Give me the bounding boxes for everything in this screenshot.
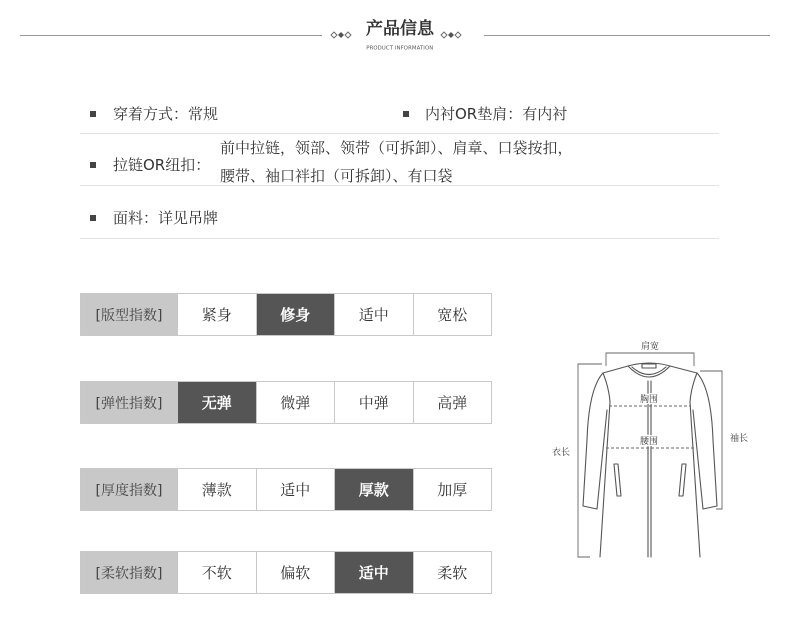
spec-closure-label: 拉链OR纽扣：: [113, 156, 211, 174]
length-measure-line: [578, 364, 602, 557]
diamond-ornament-icon: [330, 31, 352, 39]
spec-label: 内衬OR垫肩：: [425, 105, 523, 123]
spec-divider: [80, 133, 719, 134]
spec-value: 常规: [188, 105, 219, 123]
spec-closure-value-line: 前中拉链，领部、领带（可拆卸）、肩章、口袋按扣，: [220, 139, 573, 157]
bullet-square-icon: [90, 162, 96, 168]
collar-tag: [642, 364, 656, 368]
fit-index-option: 宽松: [413, 294, 492, 335]
length-label: 衣长: [551, 448, 571, 458]
softness-index-option: 适中: [334, 552, 413, 593]
elasticity-index-label: [弹性指数]: [81, 382, 177, 423]
spec-wearing-style: [113, 104, 218, 124]
fit-index-option: 紧身: [177, 294, 256, 335]
coat-outline: [583, 363, 717, 557]
spec-label: 穿着方式：: [113, 105, 189, 123]
right-shoulder-line: [670, 366, 697, 373]
right-armhole-seam: [690, 373, 697, 402]
header-right-rule: [484, 35, 770, 36]
right-sleeve: [693, 373, 717, 509]
thickness-index-label: [厚度指数]: [81, 469, 177, 510]
spec-closure-value-line: 腰带、袖口袢扣（可拆卸）、有口袋: [220, 167, 453, 185]
thickness-index-option: 厚款: [334, 469, 413, 510]
left-shoulder-line: [603, 366, 628, 373]
diamond-ornament-icon: [440, 31, 462, 39]
spec-value: 详见吊牌: [158, 209, 219, 227]
right-pocket: [679, 464, 686, 496]
spec-divider: [80, 238, 719, 239]
spec-lining: [425, 104, 567, 124]
page-subtitle: PRODUCT INFORMATION: [366, 44, 434, 51]
page-subtitle-wrap: [340, 41, 460, 52]
bullet-square-icon: [403, 111, 409, 117]
thickness-index-option: 适中: [256, 469, 335, 510]
softness-index-label: [柔软指数]: [81, 552, 177, 593]
elasticity-index-option: 无弹: [177, 382, 256, 423]
coat-size-diagram: [540, 330, 770, 570]
fit-index-option: 适中: [334, 294, 413, 335]
fit-index-row: [80, 293, 492, 336]
bullet-square-icon: [90, 215, 96, 221]
chest-label: 胸围: [639, 395, 659, 405]
thickness-index-option: 加厚: [413, 469, 492, 510]
sleeve-length-label: 袖长: [729, 434, 749, 444]
shoulder-width-label: 肩宽: [640, 342, 660, 352]
elasticity-index-option: 中弹: [334, 382, 413, 423]
softness-index-option: 偏软: [256, 552, 335, 593]
left-sleeve: [583, 373, 607, 509]
elasticity-index-option: 微弹: [256, 382, 335, 423]
header-left-rule: [20, 35, 322, 36]
fit-index-label: [版型指数]: [81, 294, 177, 335]
sleeve-length-measure-line: [700, 371, 722, 509]
page-title: 产品信息: [366, 19, 434, 39]
softness-index-row: [80, 551, 492, 594]
fit-index-option: 修身: [256, 294, 335, 335]
bullet-square-icon: [90, 111, 96, 117]
thickness-index-row: [80, 468, 492, 511]
elasticity-index-row: [80, 381, 492, 424]
softness-index-option: 不软: [177, 552, 256, 593]
left-armhole-seam: [603, 373, 610, 402]
softness-index-option: 柔软: [413, 552, 492, 593]
spec-fabric: [113, 208, 218, 228]
elasticity-index-option: 高弹: [413, 382, 492, 423]
left-pocket: [614, 464, 621, 496]
spec-value: 有内衬: [522, 105, 568, 123]
thickness-index-option: 薄款: [177, 469, 256, 510]
waist-label: 腰围: [639, 437, 659, 447]
spec-label: 面料：: [113, 209, 159, 227]
spec-divider: [80, 185, 719, 186]
